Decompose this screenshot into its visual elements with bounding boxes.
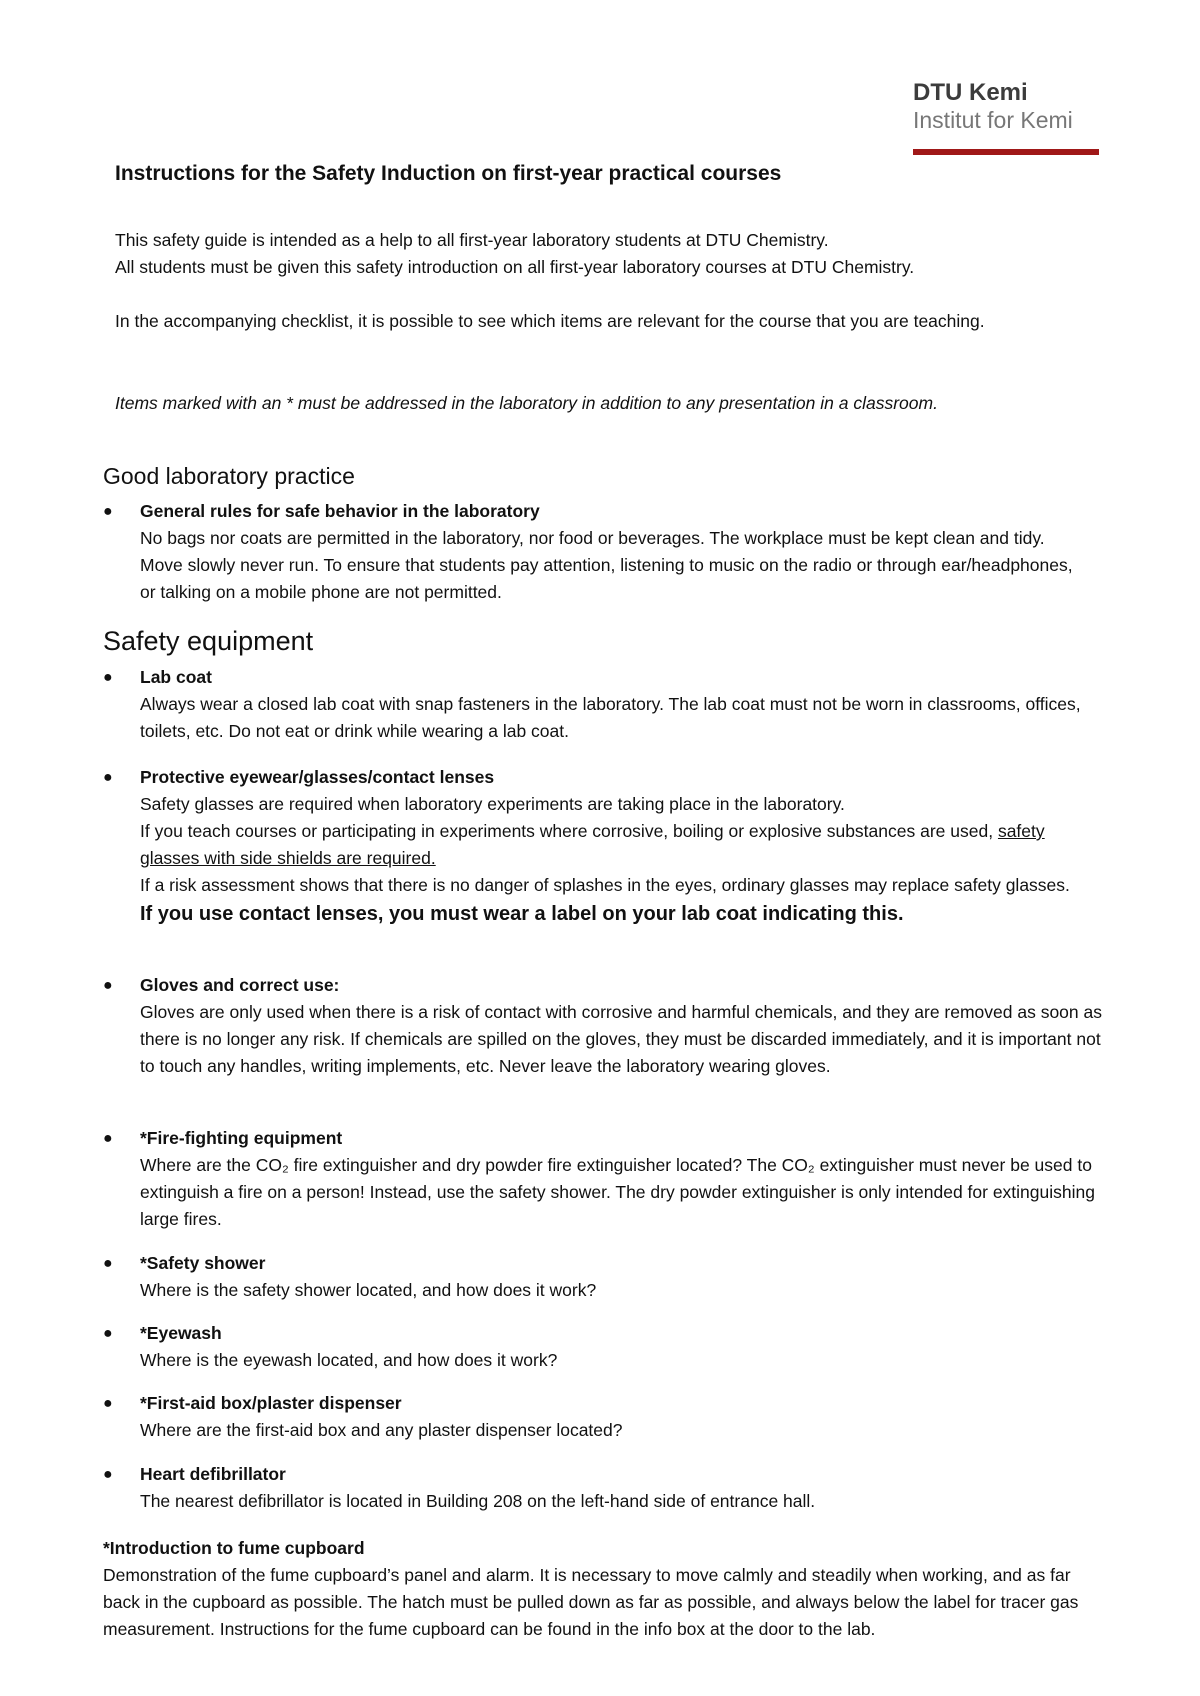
item-title: *Fire-fighting equipment: [140, 1128, 343, 1148]
item-text: Where is the eyewash located, and how does it work?: [140, 1350, 558, 1370]
list-item-lab-coat: [103, 664, 1083, 745]
fume-cupboard-text: Demonstration of the fume cupboard’s panel and alarm. It is necessary to move calmly and steadily when working, and as far back in the cupboard as possible. The hatch must be pulled down as far as possible, and always below the label for tracer gas measurement. Instructions for the fume cupboard can be found in the info box at the door to the lab.: [103, 1565, 1079, 1639]
logo: [913, 80, 1073, 134]
bullet-icon: ●: [103, 977, 113, 994]
item-text: Where is the safety shower located, and how does it work?: [140, 1280, 597, 1300]
asterisk-note: [115, 390, 1105, 417]
bullet-icon: ●: [103, 769, 113, 786]
bullet-icon: ●: [103, 669, 113, 686]
logo-subtitle: Institut for Kemi: [913, 107, 1073, 133]
logo-title: DTU Kemi: [913, 79, 1028, 106]
item-text: Safety glasses are required when laboratory experiments are taking place in the laboratory.: [140, 794, 845, 814]
item-text: If a risk assessment shows that there is no danger of splashes in the eyes, ordinary glasses may replace safety glasses.: [140, 875, 1070, 895]
item-title: *First-aid box/plaster dispenser: [140, 1393, 402, 1413]
intro-paragraph: [115, 227, 1105, 281]
item-title: *Safety shower: [140, 1253, 266, 1273]
fume-cupboard-title: *Introduction to fume cupboard: [103, 1538, 365, 1558]
asterisk-note-text: Items marked with an * must be addressed in the laboratory in addition to any presentation in a classroom.: [115, 393, 938, 413]
item-title: Lab coat: [140, 667, 212, 687]
list-item: [103, 498, 1088, 606]
list-item-eyewear: [103, 764, 1103, 929]
bullet-icon: ●: [103, 1395, 113, 1412]
item-title: General rules for safe behavior in the laboratory: [140, 501, 540, 521]
underlined-requirement: safety glasses with side shields are required.: [140, 821, 1045, 868]
bullet-icon: ●: [103, 1466, 113, 1483]
item-text: Always wear a closed lab coat with snap fasteners in the laboratory. The lab coat must not be worn in classrooms, offices, toilets, etc. Do not eat or drink while wearing a lab coat.: [140, 694, 1081, 741]
bullet-icon: ●: [103, 1255, 113, 1272]
intro-line-2: All students must be given this safety introduction on all first-year laboratory courses at DTU Chemistry.: [115, 257, 915, 277]
list-item-first-aid: [103, 1390, 1103, 1444]
bullet-icon: ●: [103, 1325, 113, 1342]
bullet-icon: ●: [103, 1130, 113, 1147]
list-item-defibrillator: [103, 1461, 1103, 1515]
contact-lens-warning: If you use contact lenses, you must wear a label on your lab coat indicating this.: [140, 903, 904, 925]
item-title: *Eyewash: [140, 1323, 222, 1343]
item-text: The nearest defibrillator is located in Building 208 on the left-hand side of entrance hall.: [140, 1491, 816, 1511]
list-item-eyewash: [103, 1320, 1103, 1374]
logo-bar: [913, 149, 1099, 155]
document-title: Instructions for the Safety Induction on first-year practical courses: [115, 162, 782, 185]
heading-good-practice: Good laboratory practice: [103, 463, 355, 489]
list-item-safety-shower: [103, 1250, 1103, 1304]
item-text: Where are the CO₂ fire extinguisher and dry powder fire extinguisher located? The CO₂ extinguisher must never be used to extinguish a fire on a person! Instead, use the safety shower. The dry powder extinguisher is only intended for extinguishing large fires.: [140, 1155, 1095, 1229]
item-title: Heart defibrillator: [140, 1464, 286, 1484]
item-text: Where are the first-aid box and any plaster dispenser located?: [140, 1420, 623, 1440]
item-text: Gloves are only used when there is a risk of contact with corrosive and harmful chemicals, and they are removed as soon as there is no longer any risk. If chemicals are spilled on the gloves, they must be discarded immediately, and it is important not to touch any handles, writing implements, etc. Never leave the laboratory wearing gloves.: [140, 1002, 1102, 1076]
intro-line-1: This safety guide is intended as a help to all first-year laboratory students at DTU Chemistry.: [115, 230, 829, 250]
item-text: [140, 818, 1103, 872]
item-title: Protective eyewear/glasses/contact lenses: [140, 767, 495, 787]
heading-safety-equipment: Safety equipment: [103, 626, 314, 656]
bullet-icon: ●: [103, 503, 113, 520]
item-text-part: If you teach courses or participating in experiments where corrosive, boiling or explosive substances are used,: [140, 821, 994, 841]
checklist-paragraph: [115, 308, 1075, 335]
list-item-gloves: [103, 972, 1103, 1080]
fume-cupboard-section: [103, 1535, 1103, 1643]
item-text: No bags nor coats are permitted in the laboratory, nor food or beverages. The workplace must be kept clean and tidy. Move slowly never run. To ensure that students pay attention, listening to music on the radio or through ear/headphones, or talking on a mobile phone are not permitted.: [140, 528, 1073, 602]
item-title: Gloves and correct use:: [140, 975, 340, 995]
checklist-text: In the accompanying checklist, it is possible to see which items are relevant for the course that you are teaching.: [115, 311, 985, 331]
list-item-fire-fighting: [103, 1125, 1098, 1233]
